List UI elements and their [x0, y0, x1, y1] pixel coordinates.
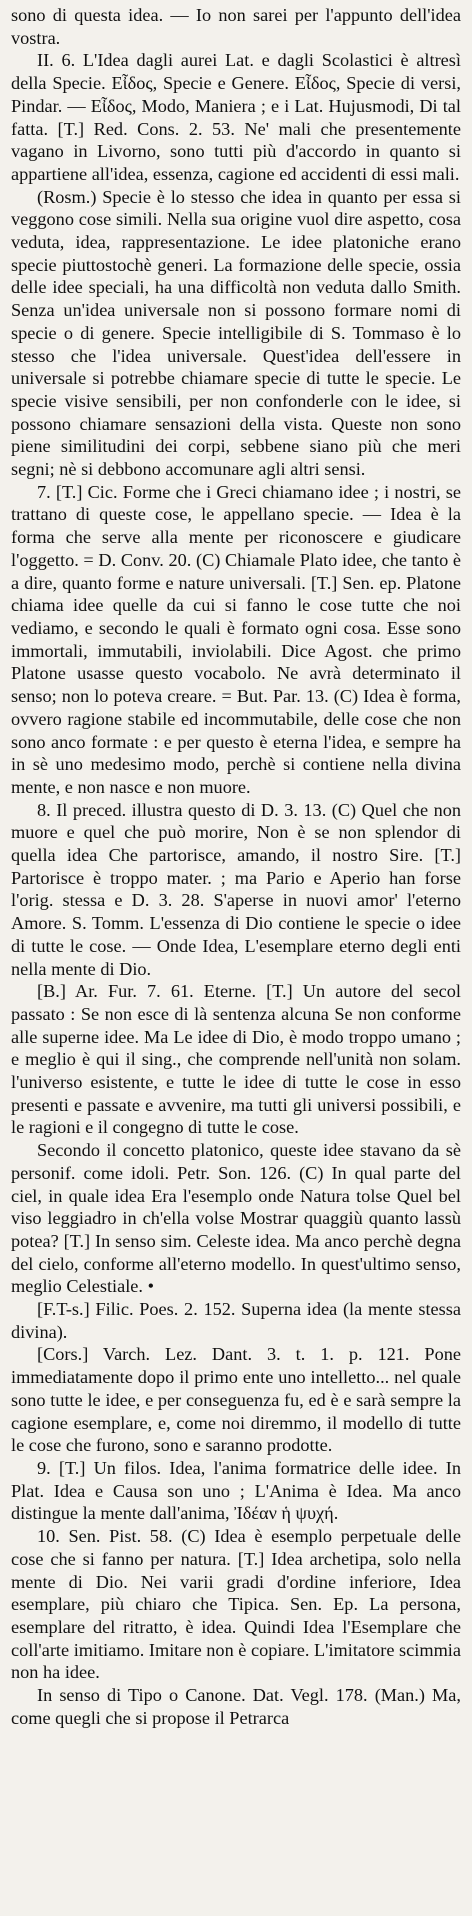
entry-ariosto-note: [B.] Ar. Fur. 7. 61. Eterne. [T.] Un autore del secol passato : Se non esce di là sentenza alcuna Se non conforme alle superne idee. Ma Le idee di Dio, è modo troppo umano ; e meglio è qui il sing., che comprende nell'unità non solam. l'universo esistente, e tutte le idee di tutte le cose in esso presenti e passate e avvenire, ma tutti gli universi possibili, e le ragioni e il congegno di tutte le cose. [11, 981, 461, 1138]
entry-section-10: 10. Sen. Pist. 58. (C) Idea è esemplo perpetuale delle cose che si fanno per natura. [T.] Idea archetipa, solo nella mente di Dio. Nei varii gradi d'ordine inferiore, Idea esemplare, più chiaro che Tipica. Sen. Ep. La persona, esemplare del ritratto, è idea. Quindi Idea l'Esemplare che coll'arte imitiamo. Imitare non è copiare. L'imitatore scimmia non ha idee. [11, 1526, 461, 1683]
entry-varchi-note: [Cors.] Varch. Lez. Dant. 3. t. 1. p. 121. Pone immediatamente dopo il primo ente uno intelletto... nel quale sono tutte le idee, e per conseguenza fu, ed è e sarà sempre la cagione esemplare, e, come noi diremmo, il modello di tutte le cose che furono, sono e saranno prodotte. [11, 1344, 461, 1456]
entry-filicaia-note: [F.T-s.] Filic. Poes. 2. 152. Superna idea (la mente stessa divina). [11, 1299, 461, 1342]
entry-tipo-canone: In senso di Tipo o Canone. Dat. Vegl. 178. (Man.) Ma, come quegli che si propose il Petrarca [11, 1685, 461, 1728]
entry-platonic-note: Secondo il concetto platonico, queste idee stavano da sè personif. come idoli. Petr. Son. 126. (C) In qual parte del ciel, in quale idea Era l'esemplo onde Natura tolse Quel bel viso leggiadro in ch'ella volse Mostrar quaggiù quanto lassù potea? [T.] In senso sim. Celeste idea. Ma anco perchè degna del cielo, conforme all'eterno modello. In quest'ultimo senso, meglio Celestiale. • [11, 1140, 461, 1297]
entry-section-7: 7. [T.] Cic. Forme che i Greci chiamano idee ; i nostri, se trattano di queste cose, le appellano specie. — Idea è la forma che serve alla mente per riconoscere e giudicare l'oggetto. = D. Conv. 20. (C) Chiamale Plato idee, che tanto è a dire, quanto forme e nature universali. [T.] Sen. ep. Platone chiama idee quelle da cui si fanno le cose tutte che noi vediamo, e secondo le quali è formato ogni cosa. Esse sono immortali, immutabili, inviolabili. Dice Agost. che primo Platone usasse questo vocabolo. Ne avrà determinato il senso; non lo poteva creare. = But. Par. 13. (C) Idea è forma, ovvero ragione stabile ed incommutabile, delle cose che non sono anco formate : e per questo è eterna l'idea, e sempre ha in sè uno medesimo modo, perchè si contiene nella divina mente, e non nasce e non muore. [11, 481, 461, 797]
entry-section-6: II. 6. L'Idea dagli aurei Lat. e dagli Scolastici è altresì della Specie. Εἶδος, Specie e Genere. Εἶδος, Specie di versi, Pindar. — Εἶδος, Modo, Maniera ; e i Lat. Hujusmodi, Di tal fatta. [T.] Red. Cons. 2. 53. Ne' mali che presentemente vagano in Livorno, sono tutti più d'accordo in quanto si appartiene all'idea, essenza, cagione ed accidenti di essi mali. [11, 50, 461, 184]
dictionary-page [11, 0, 461, 1729]
entry-section-9: 9. [T.] Un filos. Idea, l'anima formatrice delle idee. In Plat. Idea e Causa son uno ; L'Anima è Idea. Ma anco distingue la mente dall'anima, Ἰδέαν ἡ ψυχή. [11, 1458, 461, 1524]
entry-continuation: sono di questa idea. — Io non sarei per l'appunto dell'idea vostra. [11, 5, 461, 48]
entry-rosmini-note: (Rosm.) Specie è lo stesso che idea in quanto per essa si veggono cose simili. Nella sua origine vuol dire aspetto, cosa veduta, idea, rappresentazione. Le idee platoniche erano specie piuttostochè generi. La formazione delle specie, ossia delle idee speciali, ha una difficoltà non veduta dallo Smith. Senza un'idea universale non si possono formare nomi di specie o di genere. Specie intelligibile di S. Tommaso è lo stesso che l'idea universale. Quest'idea dell'essere in universale si potrebbe chiamare specie di tutte le specie. Le specie visive sensibili, per non confonderle con le idee, si possono chiamare sensazioni della vista. Queste non sono piene similitudini dei corpi, sebbene siano più che meri segni; nè si debbono accomunare agli altri sensi. [11, 186, 461, 480]
entry-section-8: 8. Il preced. illustra questo di D. 3. 13. (C) Quel che non muore e quel che può morire, Non è se non splendor di quella idea Che partorisce, amando, il nostro Sire. [T.] Partorisce è troppo mater. ; ma Pario e Aperio han forse l'orig. stessa e D. 3. 28. S'aperse in nuovi amor' l'eterno Amore. S. Tomm. L'essenza di Dio contiene le specie o idee di tutte le cose. — Onde Idea, L'esemplare eterno degli enti nella mente di Dio. [11, 799, 461, 979]
